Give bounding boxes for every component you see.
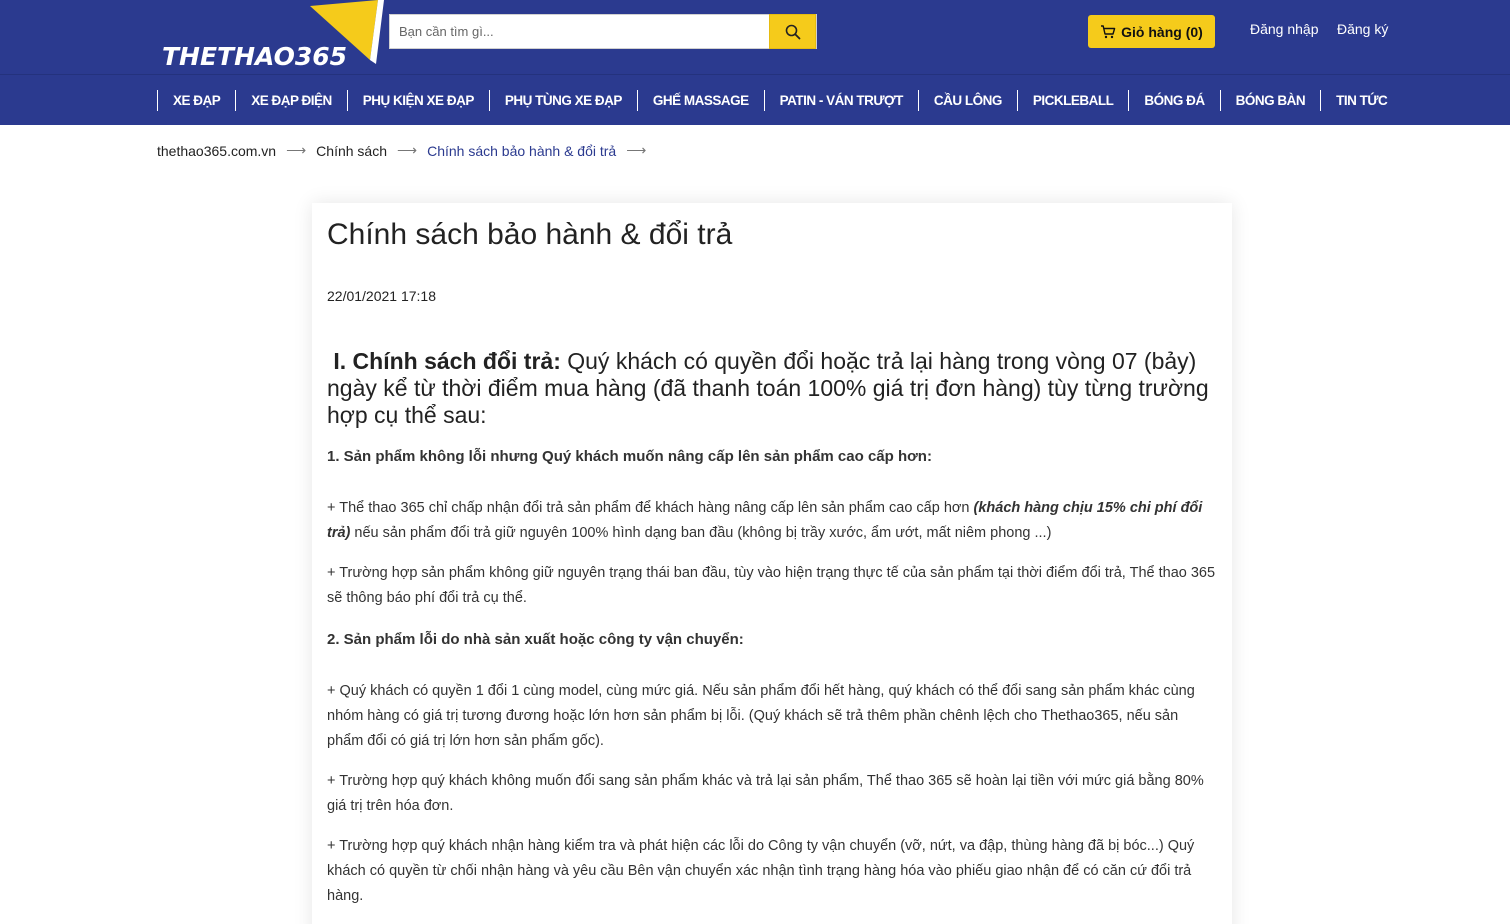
page-title: Chính sách bảo hành & đổi trả	[327, 218, 733, 251]
s1-p1-emphasis: (khách hàng chịu 15% chi phí đổi trả)	[327, 500, 1203, 541]
search-icon	[785, 24, 801, 40]
breadcrumb	[157, 142, 656, 159]
nav-item-xe-dap-dien[interactable]: XE ĐẠP ĐIỆN	[235, 90, 347, 111]
lead-heading: I. Chính sách đổi trả:	[333, 348, 561, 374]
search-button[interactable]	[769, 14, 816, 49]
section-2-paragraph-3: + Trường hợp quý khách nhận hàng kiểm tra và phát hiện các lỗi do Công ty vận chuyển (vỡ, nứt, va đập, thùng hàng đã bị bóc...) Quý khách có quyền từ chối nhận hàng và yêu cầu Bên vận chuyển xác nhận tình trạng hàng hóa vào phiếu giao nhận để có căn cứ đổi trả hàng.	[327, 838, 1195, 904]
article-lead	[327, 348, 1217, 429]
section-2-paragraph-1: + Quý khách có quyền 1 đổi 1 cùng model, cùng mức giá. Nếu sản phẩm đổi hết hàng, quý khách có thể đổi sang sản phẩm khác cùng nhóm hàng có giá trị tương đương hoặc lớn hơn sản phẩm bị lỗi. (Quý khách sẽ trả thêm phần chênh lệch cho Thethao365, nếu sản phẩm đổi có giá trị lớn hơn sản phẩm gốc).	[327, 683, 1195, 749]
section-2-heading: 2. Sản phẩm lỗi do nhà sản xuất hoặc công ty vận chuyển:	[327, 631, 744, 648]
lead-text: Quý khách có quyền đổi hoặc trả lại hàng trong vòng 07 (bảy) ngày kể từ thời điểm mua hàng (đã thanh toán 100% giá trị đơn hàng) tùy từng trường hợp cụ thể sau:	[327, 348, 1209, 428]
main-nav	[157, 75, 1402, 126]
article-card	[312, 203, 1232, 924]
search-input[interactable]	[390, 15, 771, 48]
nav-item-xe-dap[interactable]: XE ĐẠP	[157, 90, 235, 111]
s1-p1-text: + Thể thao 365 chỉ chấp nhận đổi trả sản phẩm để khách hàng nâng cấp lên sản phẩm cao cấp hơn	[327, 500, 974, 516]
register-link[interactable]: Đăng ký	[1337, 21, 1389, 37]
nav-item-cau-long[interactable]: CẦU LÔNG	[918, 90, 1017, 111]
section-1-heading: 1. Sản phẩm không lỗi nhưng Quý khách muốn nâng cấp lên sản phẩm cao cấp hơn:	[327, 448, 932, 465]
site-logo[interactable]	[160, 0, 385, 74]
breadcrumb-section[interactable]: Chính sách	[316, 142, 387, 159]
nav-item-phu-tung-xe-dap[interactable]: PHỤ TÙNG XE ĐẠP	[489, 90, 637, 111]
s1-p1-text-end: nếu sản phẩm đổi trả giữ nguyên 100% hình dạng ban đầu (không bị trầy xước, ẩm ướt, mất niêm phong ...)	[350, 525, 1052, 541]
nav-item-patin-van-truot[interactable]: PATIN - VÁN TRƯỢT	[764, 90, 918, 111]
breadcrumb-home[interactable]: thethao365.com.vn	[157, 142, 277, 159]
nav-item-bong-da[interactable]: BÓNG ĐÁ	[1128, 90, 1219, 111]
nav-item-phu-kien-xe-dap[interactable]: PHỤ KIỆN XE ĐẠP	[347, 90, 489, 111]
cart-icon	[1100, 25, 1116, 39]
nav-item-pickleball[interactable]: PICKLEBALL	[1017, 90, 1129, 111]
nav-item-bong-ban[interactable]: BÓNG BÀN	[1220, 90, 1321, 111]
logo-text: THETHAO365	[162, 42, 348, 71]
login-link[interactable]: Đăng nhập	[1250, 21, 1319, 37]
cart-button[interactable]	[1088, 15, 1215, 48]
top-header	[0, 0, 1510, 74]
cart-label: Giỏ hàng (0)	[1121, 23, 1203, 40]
main-nav-bar	[0, 74, 1510, 125]
section-1-paragraph-2: + Trường hợp sản phẩm không giữ nguyên trạng thái ban đầu, tùy vào hiện trạng thực tế của sản phẩm tại thời điểm đổi trả, Thể thao 365 sẽ thông báo phí đổi trả cụ thể.	[327, 565, 1216, 606]
nav-item-tin-tuc[interactable]: TIN TỨC	[1320, 90, 1402, 111]
section-2-paragraph-2: + Trường hợp quý khách không muốn đổi sang sản phẩm khác và trả lại sản phẩm, Thể thao 365 sẽ hoàn lại tiền với mức giá bằng 80% giá trị trên hóa đơn.	[327, 773, 1204, 814]
breadcrumb-arrow-icon: ⟶	[626, 142, 647, 158]
search-box	[389, 14, 817, 49]
breadcrumb-current[interactable]: Chính sách bảo hành & đổi trả	[427, 142, 617, 159]
section-1-paragraph-1	[327, 496, 1217, 546]
nav-item-ghe-massage[interactable]: GHẾ MASSAGE	[637, 90, 764, 111]
breadcrumb-arrow-icon: ⟶	[286, 142, 307, 158]
breadcrumb-arrow-icon: ⟶	[397, 142, 418, 158]
article-date: 22/01/2021 17:18	[327, 288, 436, 304]
